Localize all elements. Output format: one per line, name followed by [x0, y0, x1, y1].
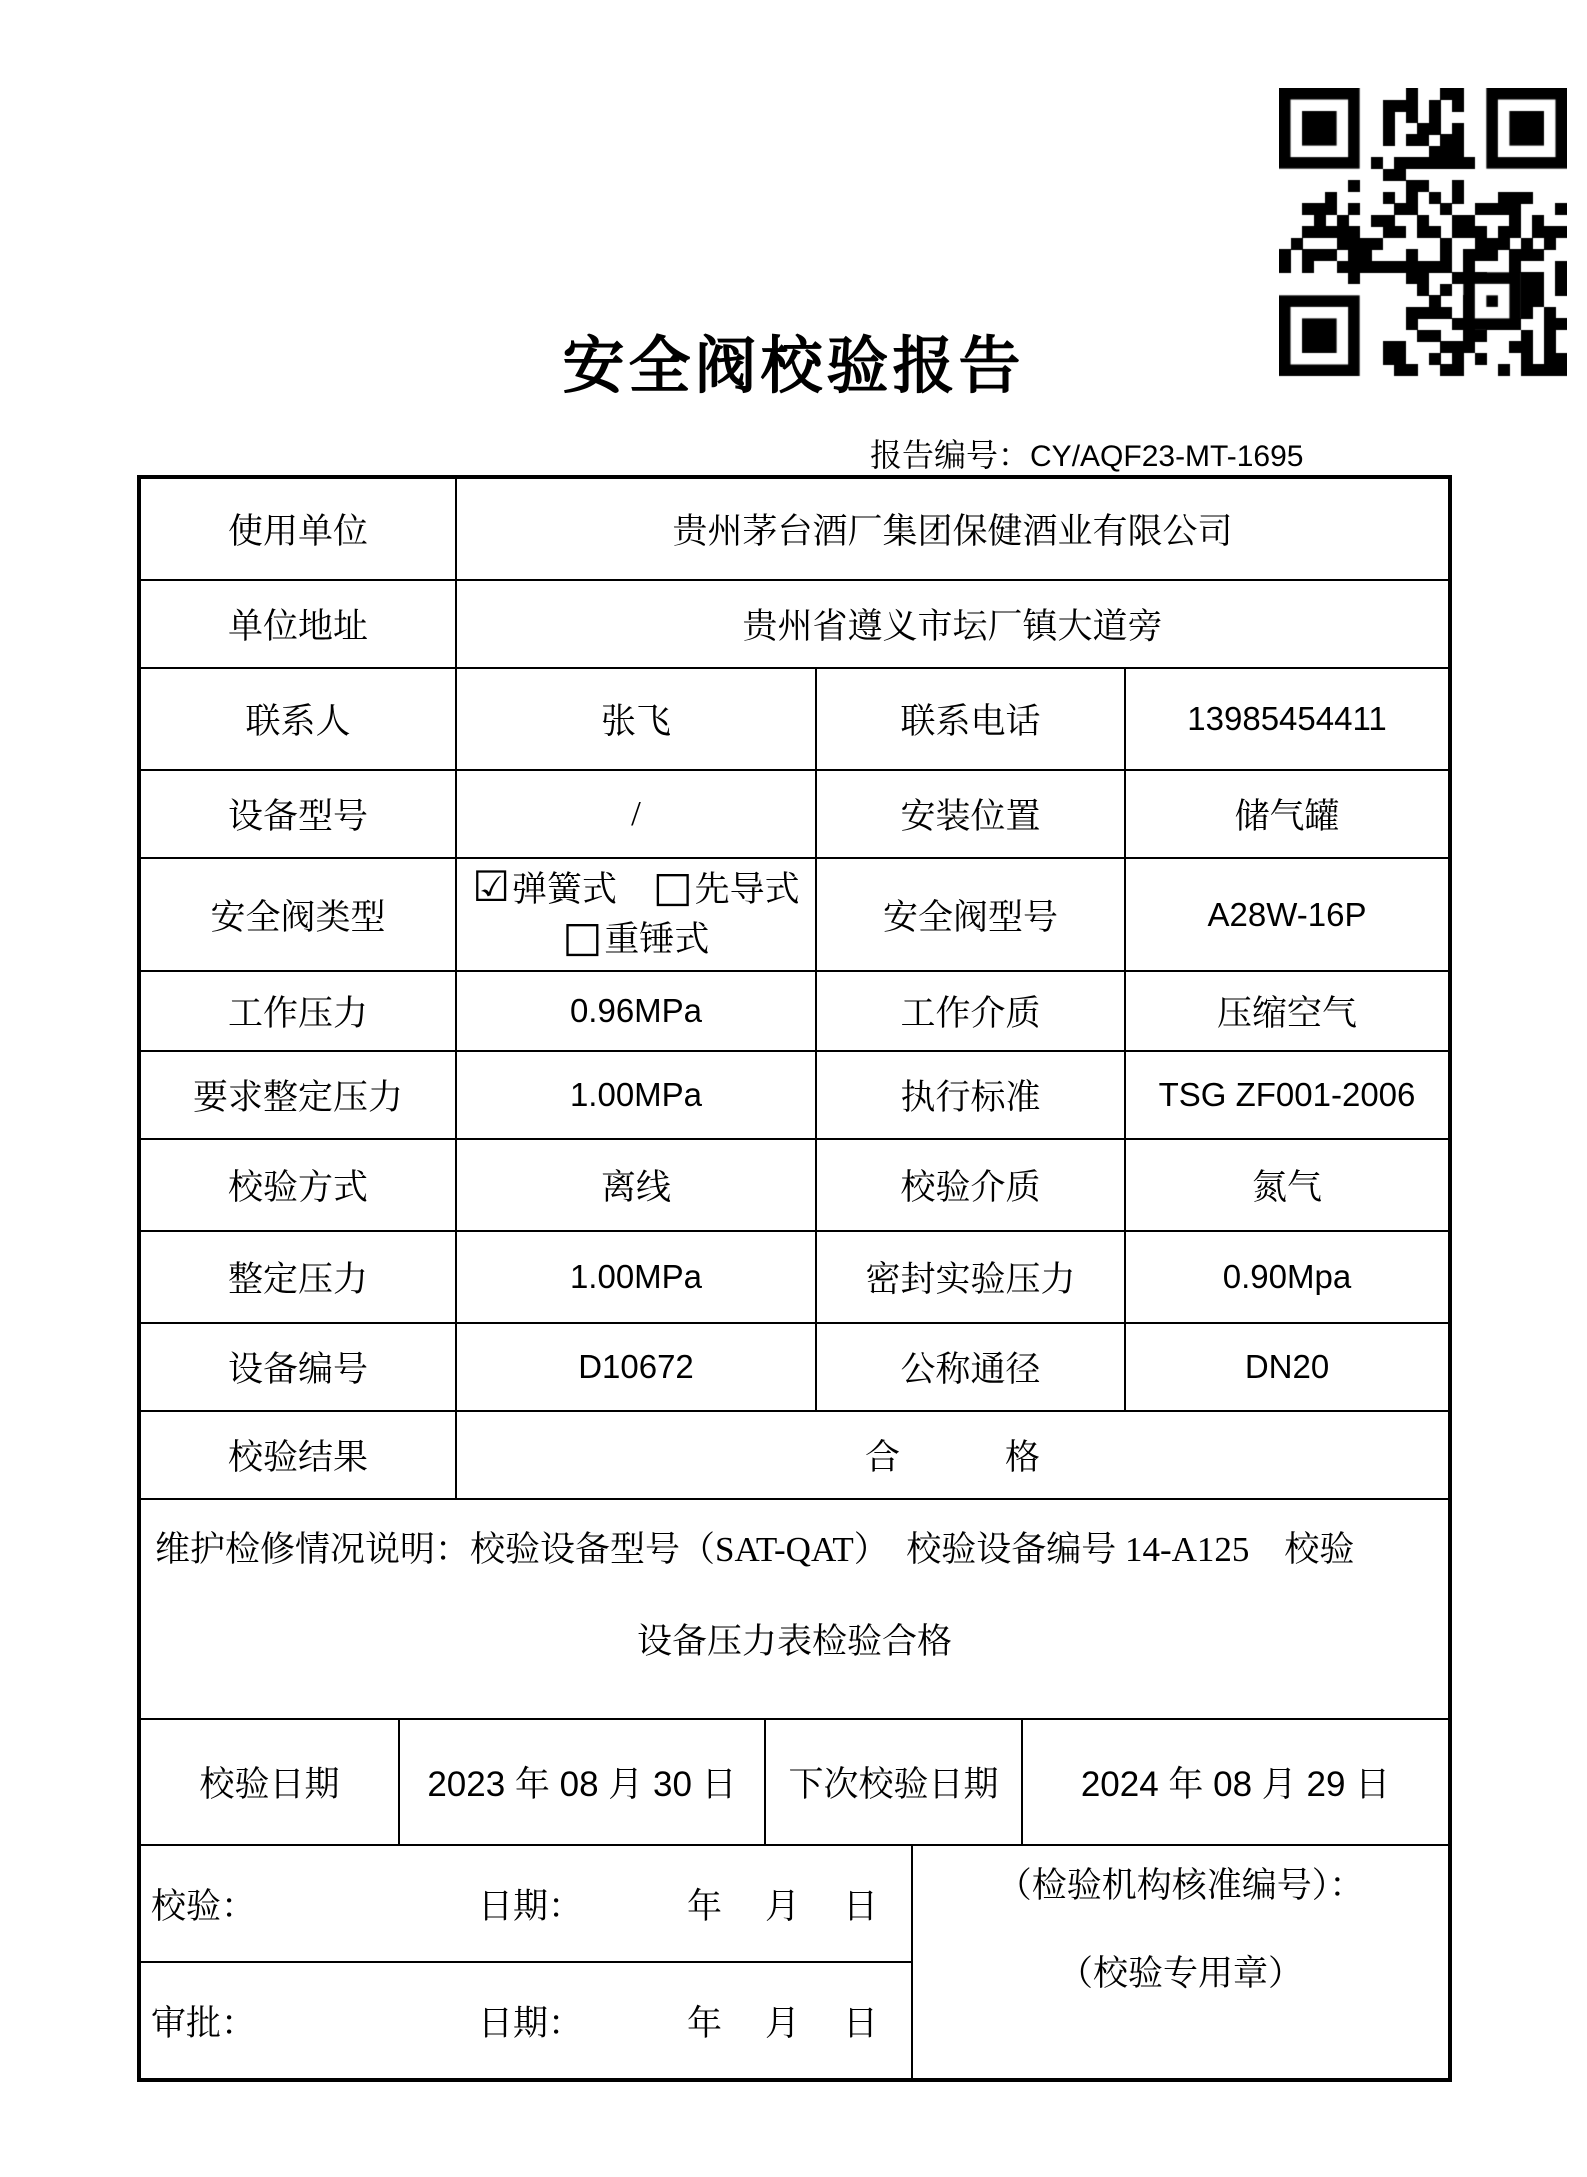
value-valve-model: A28W-16P — [1124, 859, 1448, 970]
value-set-pressure: 1.00MPa — [455, 1232, 815, 1322]
report-number — [870, 430, 1303, 476]
label-calibration-medium: 校验介质 — [815, 1140, 1124, 1230]
value-calibration-medium: 氮气 — [1124, 1140, 1448, 1230]
label-calibration-date: 校验日期 — [199, 1765, 340, 1804]
checkbox-spring-type — [472, 861, 617, 915]
label-phone: 联系电话 — [815, 669, 1124, 769]
table-row — [141, 1498, 1448, 1718]
calibrator-signature-row — [141, 1846, 911, 1961]
label-next-calibration-date: 下次校验日期 — [764, 1720, 1021, 1844]
label-using-unit: 使用单位 — [227, 512, 368, 551]
checkbox-weight-label: 重锤式 — [604, 919, 710, 959]
table-row — [141, 667, 1448, 769]
label-install-location: 安装位置 — [815, 771, 1124, 857]
signature-left-block — [141, 1846, 911, 2078]
report-number-label: 报告编号： — [870, 437, 1031, 473]
value-using-unit: 贵州茅台酒厂集团保健酒业有限公司 — [455, 479, 1448, 579]
value-unit-address: 贵州省遵义市坛厂镇大道旁 — [455, 581, 1448, 667]
table-row — [141, 970, 1448, 1050]
approver-signature-row — [141, 1961, 911, 2078]
label-calibrator: 校验： — [151, 1886, 257, 1926]
table-row — [141, 1230, 1448, 1322]
value-calibration-result: 合 格 — [455, 1412, 1448, 1498]
approver-ymd: 年 月 日 — [687, 2003, 883, 2043]
value-install-location: 储气罐 — [1124, 771, 1448, 857]
label-valve-model: 安全阀型号 — [815, 859, 1124, 970]
stamp-seal-label: （校验专用章） — [1057, 1954, 1303, 1993]
value-nominal-diameter: DN20 — [1124, 1324, 1448, 1410]
table-row — [141, 1138, 1448, 1230]
value-calibration-method: 离线 — [455, 1140, 815, 1230]
checked-checkbox-icon: ☑ — [472, 861, 510, 911]
table-row — [141, 1718, 1448, 1844]
valve-type-options — [455, 859, 815, 970]
checkbox-weight-type — [562, 911, 710, 965]
stamp-area — [911, 1846, 1448, 2078]
table-row — [141, 857, 1448, 970]
label-nominal-diameter: 公称通径 — [815, 1324, 1124, 1410]
maintenance-note-line2: 设备压力表检验合格 — [636, 1622, 952, 1661]
label-set-pressure: 整定压力 — [227, 1260, 368, 1299]
table-row — [141, 1410, 1448, 1498]
label-device-number: 设备编号 — [227, 1350, 368, 1389]
label-calibration-method: 校验方式 — [227, 1168, 368, 1207]
value-calibration-date: 2023 年 08 月 30 日 — [398, 1720, 764, 1844]
value-standard: TSG ZF001-2006 — [1124, 1052, 1448, 1138]
label-calibration-result: 校验结果 — [227, 1438, 368, 1477]
value-next-calibration-date: 2024 年 08 月 29 日 — [1021, 1720, 1448, 1844]
label-standard: 执行标准 — [815, 1052, 1124, 1138]
label-contact: 联系人 — [245, 702, 351, 741]
value-required-set-pressure: 1.00MPa — [455, 1052, 815, 1138]
label-required-set-pressure: 要求整定压力 — [192, 1078, 403, 1117]
value-contact: 张飞 — [455, 669, 815, 769]
value-device-number: D10672 — [455, 1324, 815, 1410]
label-approver-date: 日期： — [478, 2003, 584, 2043]
maintenance-note-line1: 维护检修情况说明：校验设备型号（SAT-QAT） 校验设备编号 14-A125 校验 — [155, 1530, 1355, 1569]
label-seal-test-pressure: 密封实验压力 — [815, 1232, 1124, 1322]
table-row — [141, 1322, 1448, 1410]
table-row — [141, 1050, 1448, 1138]
maintenance-note — [141, 1500, 1448, 1718]
table-row — [141, 579, 1448, 667]
value-device-model: / — [455, 771, 815, 857]
value-phone: 13985454411 — [1124, 669, 1448, 769]
signature-section — [141, 1844, 1448, 2078]
stamp-approval-number-label: （检验机构核准编号）： — [996, 1866, 1365, 1905]
value-seal-test-pressure: 0.90Mpa — [1124, 1232, 1448, 1322]
unchecked-checkbox-icon: □ — [652, 861, 693, 911]
page-title: 安全阀校验报告 — [562, 333, 1025, 401]
calibrator-ymd: 年 月 日 — [687, 1886, 883, 1926]
report-number-value: CY/AQF23-MT-1695 — [1030, 440, 1304, 473]
valve-type-line1 — [472, 861, 800, 915]
checkbox-spring-label: 弹簧式 — [511, 869, 617, 909]
table-row — [141, 479, 1448, 579]
value-working-pressure: 0.96MPa — [455, 972, 815, 1050]
value-working-medium: 压缩空气 — [1124, 972, 1448, 1050]
label-working-pressure: 工作压力 — [227, 994, 368, 1033]
checkbox-pilot-label: 先导式 — [694, 869, 800, 909]
label-valve-type: 安全阀类型 — [210, 897, 386, 937]
label-working-medium: 工作介质 — [815, 972, 1124, 1050]
valve-type-line2 — [562, 911, 710, 965]
report-table — [137, 475, 1452, 2082]
label-unit-address: 单位地址 — [227, 607, 368, 646]
label-approver: 审批： — [151, 2003, 257, 2043]
label-calibrator-date: 日期： — [478, 1886, 584, 1926]
table-row — [141, 769, 1448, 857]
checkbox-pilot-type — [652, 861, 800, 915]
label-device-model: 设备型号 — [227, 797, 368, 836]
unchecked-checkbox-icon: □ — [562, 911, 603, 961]
